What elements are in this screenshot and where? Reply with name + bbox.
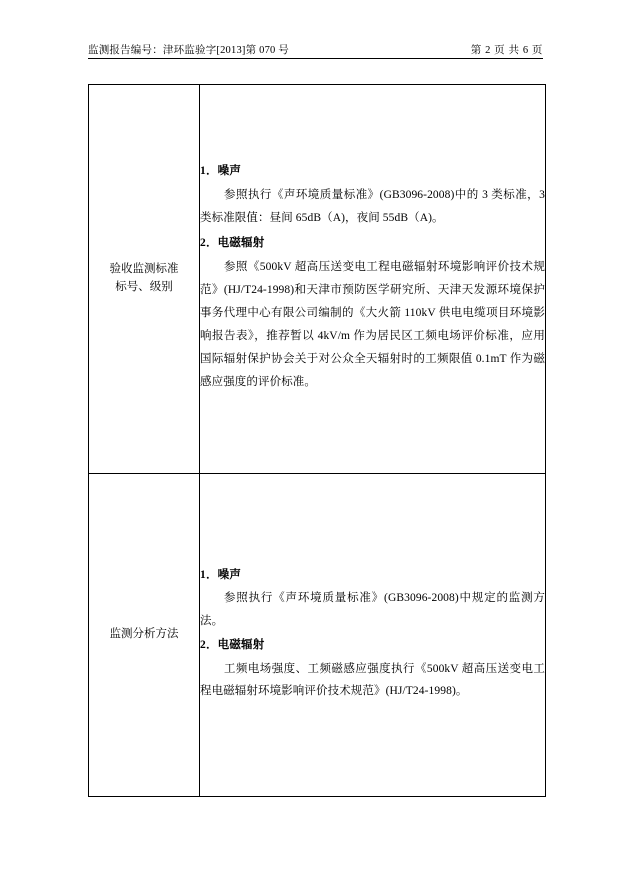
table-row xyxy=(89,85,546,474)
row-label-methods xyxy=(89,474,200,797)
section-title-noise: 1．噪声 xyxy=(200,568,242,581)
report-number: 监测报告编号：津环监验字[2013]第 070 号 xyxy=(88,45,289,56)
row-label-line: 验收监测标准 xyxy=(109,263,179,276)
row-label-line: 监测分析方法 xyxy=(109,628,179,641)
section-title-noise: 1．噪声 xyxy=(200,165,242,178)
section-paragraph: 工频电场强度、工频磁感应强度执行《500kV 超高压送变电工程电磁辐射环境影响评价技术规范》(HJ/T24-1998)。 xyxy=(200,662,545,697)
row-content-methods xyxy=(200,474,546,797)
row-content-standards xyxy=(200,85,546,474)
header-divider xyxy=(88,58,543,59)
table-row xyxy=(89,474,546,797)
section-paragraph: 参照执行《声环境质量标准》(GB3096-2008)中规定的监测方法。 xyxy=(200,592,545,627)
page-header xyxy=(88,42,543,57)
row-label-line: 标号、级别 xyxy=(115,281,173,293)
row-label-standards xyxy=(89,85,200,474)
report-table xyxy=(88,84,546,797)
section-paragraph: 参照执行《声环境质量标准》(GB3096-2008)中的 3 类标准，3 类标准限值：昼间 65dB（A)，夜间 55dB（A)。 xyxy=(200,189,545,224)
section-title-em-radiation: 2．电磁辐射 xyxy=(200,237,265,249)
section-title-em-radiation: 2．电磁辐射 xyxy=(200,639,265,651)
section-paragraph: 参照《500kV 超高压送变电工程电磁辐射环境影响评价技术规范》(HJ/T24-1998)和天津市预防医学研究所、天津天发源环境保护事务代理中心有限公司编制的《大火箭 110kV 供电电缆项目环境影响报告表》，推荐暂以 4kV/m 作为居民区工频电场评价标准，应用国际辐射保护协会关于对公众全天辐射时的工频限值 0.1mT 作为磁感应强度的评价标准。 xyxy=(200,260,545,388)
page-number: 第 2 页 共 6 页 xyxy=(470,45,543,56)
